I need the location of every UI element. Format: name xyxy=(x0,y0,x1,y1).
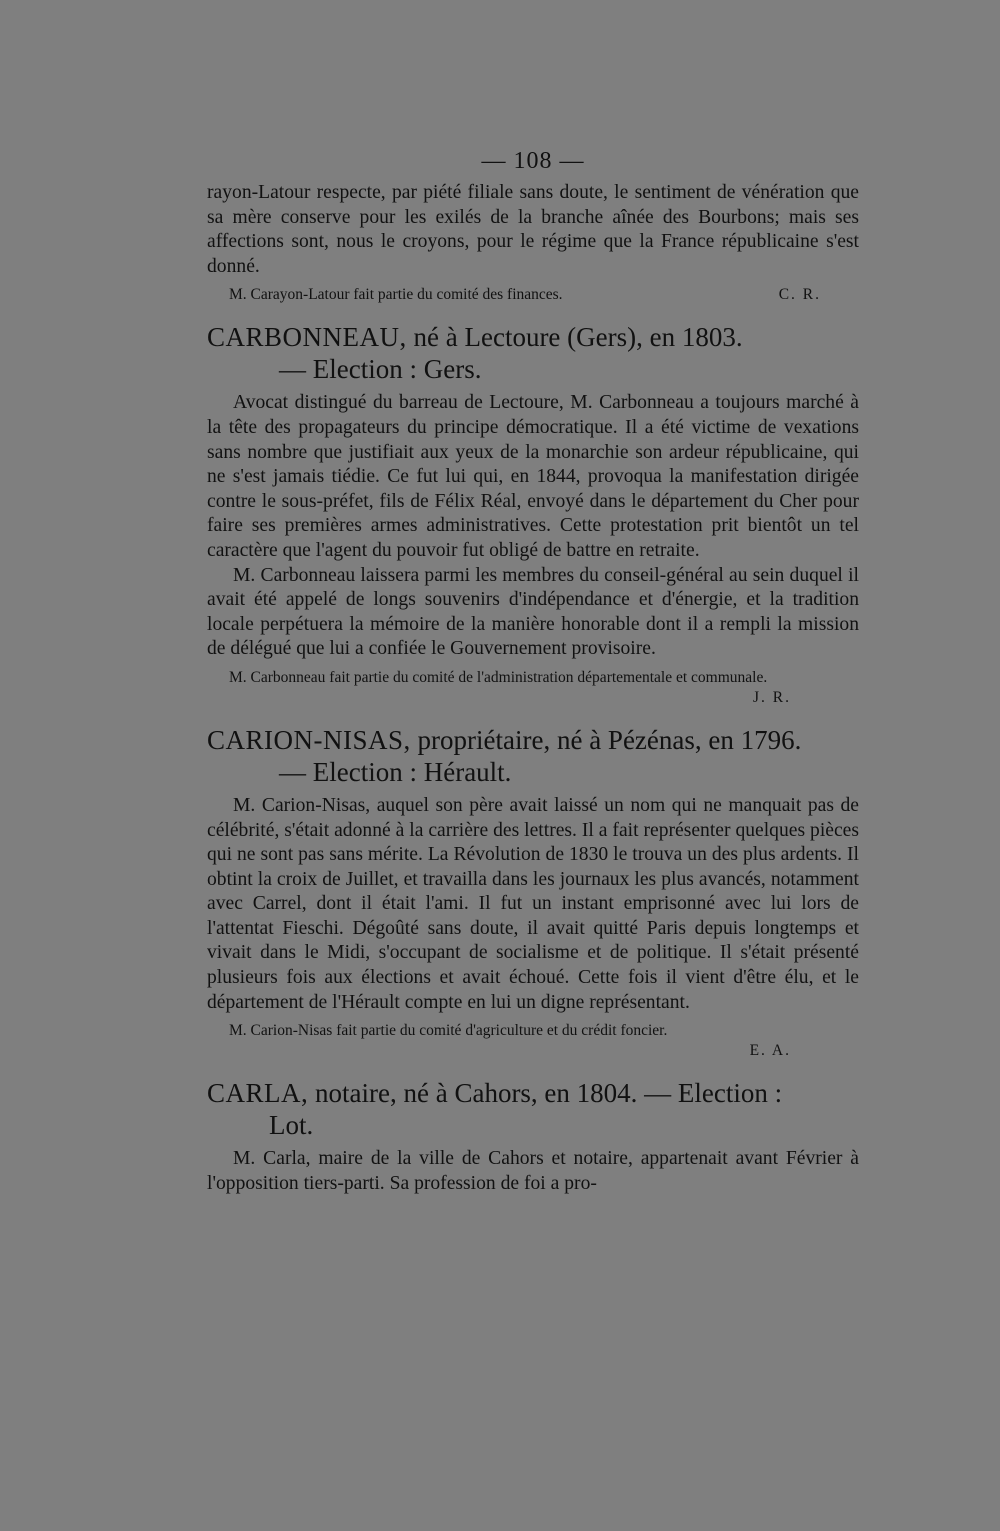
entry-note-block xyxy=(207,1021,859,1041)
entry-signature: E. A. xyxy=(749,1042,791,1060)
intro-signature: C. R. xyxy=(778,286,821,304)
entry-paragraph: M. Carbonneau laissera parmi les membres du conseil-général au sein duquel il avait été appelé de longs souvenirs d'indépendance et d'énergie, et la tradition locale perpétuera la mémoire de la manière honorable dont il a rempli la mission de délégué que lui a confiée le Gouvernement provisoire. xyxy=(207,564,859,660)
entry-heading-carion-nisas xyxy=(207,724,859,788)
entry-election: Lot. xyxy=(269,1110,314,1141)
entry-election: — Election : Gers. xyxy=(279,354,482,385)
page xyxy=(207,148,859,1196)
entry-name: CARION-NISAS, xyxy=(207,724,411,755)
entry-signature-line xyxy=(207,688,791,708)
entry-paragraph: Avocat distingué du barreau de Lectoure, M. Carbonneau a toujours marché à la tête des propagateurs du principe démocratique. Il a été victime de vexations sans nombre que justifiait aux yeux de la monarchie son ardeur républicaine, qui ne s'est jamais tiédie. Ce fut lui qui, en 1844, provoqua la manifestation dirigée contre le sous-préfet, fils de Félix Réal, envoyé dans le département du Cher pour faire ses premières armes administratives. Cette protestation prit bientôt un tel caractère que l'agent du pouvoir fut obligé de battre en retraite. xyxy=(207,392,859,561)
intro-paragraph: rayon-Latour respecte, par piété filiale sans doute, le sentiment de vénération que sa mère conserve pour les exilés de la branche aînée des Bourbons; mais ses affections sont, nous le croyons, pour le régime que la France républicaine s'est donné. xyxy=(207,182,859,277)
entry-heading-carla xyxy=(207,1077,859,1141)
entry-note: M. Carion-Nisas fait partie du comité d'agriculture et du crédit foncier. xyxy=(229,1022,668,1040)
entry-name: CARLA, xyxy=(207,1078,309,1109)
entry-paragraph: M. Carion-Nisas, auquel son père avait laissé un nom qui ne manquait pas de célébrité, s'était adonné à la carrière des lettres. Il a fait représenter quelques pièces qui ne sont pas sans mérite. La Révolution de 1830 le trouva un des plus ardents. Il obtint la croix de Juillet, et travailla dans les journaux les plus avancés, notamment avec Carrel, dont il était l'ami. Il fut un instant emprisonné avec lui lors de l'attentat Fieschi. Dégoûté sans doute, il avait quitté Paris depuis longtemps et vivait dans le Midi, s'occupant de socialisme et de politique. Il s'était présenté plusieurs fois aux élections et avait échoué. Cette fois il vient d'être élu, et le département de l'Hérault compte en lui un digne représentant. xyxy=(207,794,859,1013)
intro-note: M. Carayon-Latour fait partie du comité des finances. xyxy=(229,286,563,304)
entry-heading-carbonneau xyxy=(207,321,859,385)
entry-note-block xyxy=(207,668,859,688)
entry-election: — Election : Hérault. xyxy=(279,756,512,787)
entry-name: CARBONNEAU, xyxy=(207,322,407,353)
entry-heading-rest: né à Lectoure (Gers), en 1803. xyxy=(406,322,743,353)
entry-signature: J. R. xyxy=(753,688,791,706)
page-number: — 108 — xyxy=(481,148,585,174)
entry-heading-rest: propriétaire, né à Pézénas, en 1796. xyxy=(410,724,802,755)
entry-heading-rest: notaire, né à Cahors, en 1804. — Election : xyxy=(308,1078,783,1109)
entry-note: M. Carbonneau fait partie du comité de l'administration départementale et communale. xyxy=(229,668,768,686)
entry-signature-line xyxy=(207,1041,791,1061)
intro-note-block xyxy=(207,285,859,305)
entry-paragraph: M. Carla, maire de la ville de Cahors et notaire, appartenait avant Février à l'opposition tiers-parti. Sa profession de foi a pro- xyxy=(207,1148,859,1194)
